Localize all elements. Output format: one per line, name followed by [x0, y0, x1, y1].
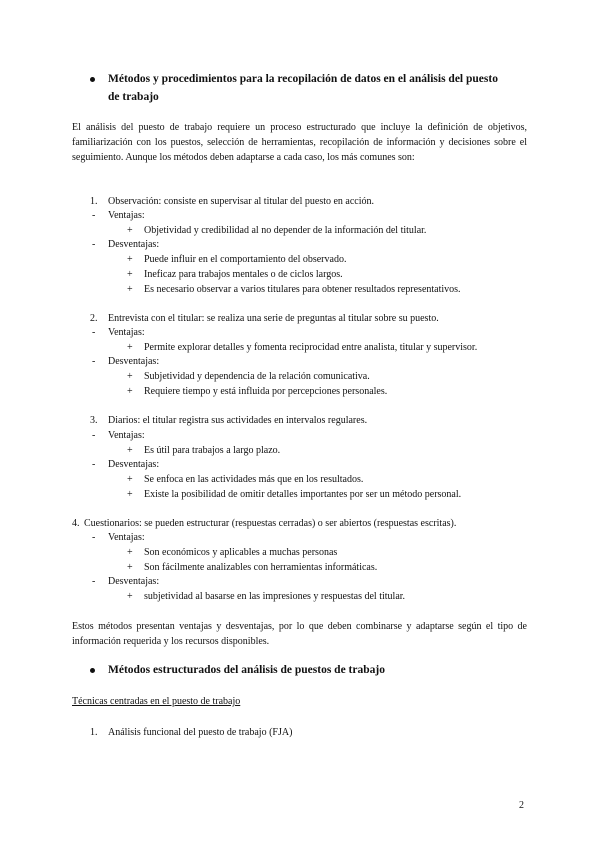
- plus-marker: +: [127, 474, 133, 485]
- con-item: Se enfoca en las actividades más que en los resultados.: [144, 474, 364, 485]
- list-number: 1.: [90, 727, 98, 738]
- method-title: Cuestionarios: se pueden estructurar (respuestas cerradas) o ser abiertos (respuestas escritas).: [84, 518, 457, 529]
- method-title: Observación: consiste en supervisar al titular del puesto en acción.: [108, 196, 375, 207]
- plus-marker: +: [127, 342, 133, 353]
- plus-marker: +: [127, 547, 133, 558]
- con-item: Requiere tiempo y está influida por percepciones personales.: [144, 386, 388, 397]
- con-item: subjetividad al basarse en las impresiones y respuestas del titular.: [144, 591, 406, 602]
- con-item: Puede influir en el comportamiento del observado.: [144, 254, 347, 265]
- cons-label: Desventajas:: [108, 239, 160, 250]
- plus-marker: +: [127, 562, 133, 573]
- pro-item: Son fácilmente analizables con herramientas informáticas.: [144, 562, 378, 573]
- plus-marker: +: [127, 386, 133, 397]
- conclusion-paragraph: Estos métodos presentan ventajas y desventajas, por lo que deben combinarse y adaptarse según el tipo de información requerida y los recursos disponibles.: [72, 621, 527, 647]
- method-title: Entrevista con el titular: se realiza una serie de preguntas al titular sobre su puesto.: [108, 313, 439, 324]
- page-number: 2: [519, 800, 524, 811]
- pros-label: Ventajas:: [108, 327, 145, 338]
- dash-marker: -: [92, 327, 96, 338]
- plus-marker: +: [127, 225, 133, 236]
- subheading: Técnicas centradas en el puesto de trabajo: [72, 696, 241, 707]
- cons-label: Desventajas:: [108, 459, 160, 470]
- section-heading-line2: de trabajo: [108, 91, 159, 103]
- pros-label: Ventajas:: [108, 532, 145, 543]
- con-item: Subjetividad y dependencia de la relación comunicativa.: [144, 371, 370, 382]
- method-number: 2.: [90, 313, 98, 324]
- plus-marker: +: [127, 489, 133, 500]
- method-number: 3.: [90, 415, 98, 426]
- dash-marker: -: [92, 459, 96, 470]
- plus-marker: +: [127, 269, 133, 280]
- dash-marker: -: [92, 239, 96, 250]
- pro-item: Es útil para trabajos a largo plazo.: [144, 445, 281, 456]
- dash-marker: -: [92, 576, 96, 587]
- intro-paragraph: El análisis del puesto de trabajo requiere un proceso estructurado que incluye la definición de objetivos, familiarización con los puestos, selección de herramientas, recopilación de información y decisiones sobre el seguimiento. Aunque los métodos deben adaptarse a cada caso, los más comunes son:: [72, 122, 527, 163]
- con-item: Ineficaz para trabajos mentales o de ciclos largos.: [144, 269, 343, 280]
- pros-label: Ventajas:: [108, 210, 145, 221]
- dash-marker: -: [92, 532, 96, 543]
- cons-label: Desventajas:: [108, 356, 160, 367]
- con-item: Es necesario observar a varios titulares para obtener resultados representativos.: [144, 284, 461, 295]
- pros-label: Ventajas:: [108, 430, 145, 441]
- cons-label: Desventajas:: [108, 576, 160, 587]
- method-title: Diarios: el titular registra sus actividades en intervalos regulares.: [108, 415, 368, 426]
- heading-bullet-icon: [90, 668, 95, 673]
- section-heading-line1: Métodos y procedimientos para la recopilación de datos en el análisis del puesto: [108, 73, 498, 85]
- plus-marker: +: [127, 445, 133, 456]
- list-item: Análisis funcional del puesto de trabajo (FJA): [108, 727, 293, 738]
- dash-marker: -: [92, 210, 96, 221]
- pro-item: Objetividad y credibilidad al no depender de la información del titular.: [144, 225, 427, 236]
- heading-bullet-icon: [90, 77, 95, 82]
- pro-item: Son económicos y aplicables a muchas personas: [144, 547, 338, 558]
- plus-marker: +: [127, 254, 133, 265]
- section-heading-2: Métodos estructurados del análisis de puestos de trabajo: [108, 664, 385, 676]
- method-number: 1.: [90, 196, 98, 207]
- pro-item: Permite explorar detalles y fomenta reciprocidad entre analista, titular y supervisor.: [144, 342, 478, 353]
- plus-marker: +: [127, 591, 133, 602]
- dash-marker: -: [92, 356, 96, 367]
- plus-marker: +: [127, 284, 133, 295]
- con-item: Existe la posibilidad de omitir detalles importantes por ser un método personal.: [144, 489, 462, 500]
- method-number: 4.: [72, 518, 80, 529]
- plus-marker: +: [127, 371, 133, 382]
- dash-marker: -: [92, 430, 96, 441]
